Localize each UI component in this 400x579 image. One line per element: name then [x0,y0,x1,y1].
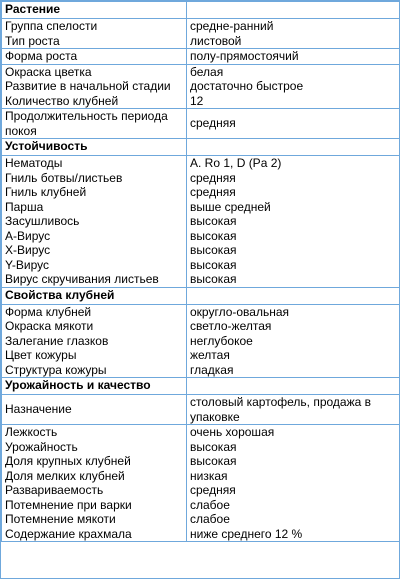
section-header-row [2,378,400,395]
property-label: Y-Вирус [5,257,50,272]
section-header-row [2,2,400,19]
property-group-row [2,156,400,288]
property-labels-cell [2,49,187,65]
property-label: Окраска мякоти [5,319,94,333]
property-label: Урожайность [5,439,78,454]
property-label: Доля мелких клубней [5,468,125,483]
section-header-row [2,139,400,156]
property-value: средняя [190,483,236,497]
property-label: Цвет кожуры [5,348,77,362]
property-value: высокая [190,272,237,286]
property-label: А-Вирус [5,228,51,243]
property-labels-cell [2,64,187,109]
property-label: Тип роста [5,33,60,48]
section-header-empty-cell [187,378,400,395]
property-value: белая [190,64,224,79]
property-label: X-Вирус [5,243,51,257]
property-label: Окраска цветка [5,64,92,79]
property-label: Засушливось [5,214,80,228]
property-values-cell [187,19,400,49]
property-labels-cell [2,156,187,288]
property-value: округло-овальная [190,304,290,319]
property-value: высокая [190,439,237,454]
section-title: Свойства клубней [2,287,187,304]
property-value: гладкая [190,362,234,377]
section-title: Урожайность и качество [2,378,187,395]
property-value: светло-желтая [190,319,272,333]
property-label: Назначение [5,402,72,417]
property-value: столовый картофель, продажа в упаковке [190,395,371,424]
property-value: высокая [190,214,237,228]
property-labels-cell [2,19,187,49]
property-value: средняя [190,185,236,199]
table-body [2,2,400,542]
property-value: листовой [190,33,242,48]
property-label: Структура кожуры [5,362,107,377]
property-group-row [2,49,400,65]
property-group-row [2,19,400,49]
property-label: Гниль ботвы/листьев [5,170,123,185]
property-label: Залегание глазков [5,333,109,348]
property-value: неглубокое [190,333,253,348]
property-value: средняя [190,116,236,131]
property-group-row [2,425,400,542]
property-label: Форма роста [5,49,78,63]
property-labels-cell [2,395,187,425]
characteristics-table [1,1,400,542]
property-value: выше средней [190,199,271,214]
property-value: полу-прямостоячий [190,49,299,63]
property-label: Вирус скручивания листьев [5,272,159,286]
property-value: высокая [190,228,237,243]
property-label: Развариваемость [5,483,104,497]
section-title: Устойчивость [2,139,187,156]
property-value: ниже среднего 12 % [190,526,303,541]
property-value: желтая [190,348,230,362]
property-value: низкая [190,468,228,483]
section-header-empty-cell [187,2,400,19]
property-group-row [2,304,400,378]
property-value: слабое [190,512,230,526]
property-label: Потемнение при варки [5,497,132,512]
property-label: Гниль клубней [5,185,87,199]
property-value: достаточно быстрое [190,79,304,93]
property-label: Потемнение мякоти [5,512,116,526]
property-labels-cell [2,425,187,542]
property-values-cell [187,156,400,288]
property-value: слабое [190,497,230,512]
property-values-cell [187,395,400,425]
section-header-empty-cell [187,287,400,304]
section-header-empty-cell [187,139,400,156]
property-labels-cell [2,109,187,139]
property-label: Количество клубней [5,93,119,108]
property-label: Группа спелости [5,19,98,33]
property-labels-cell [2,304,187,378]
property-label: Форма клубней [5,304,92,319]
property-label: Парша [5,199,44,214]
property-group-row [2,395,400,425]
property-group-row [2,64,400,109]
property-values-cell [187,425,400,542]
property-value: высокая [190,257,237,272]
section-title: Растение [2,2,187,19]
property-label: Лежкость [5,425,58,439]
property-value: высокая [190,243,237,257]
property-label: Продолжительность периода покоя [5,109,168,138]
property-group-row [2,109,400,139]
property-values-cell [187,49,400,65]
property-value: высокая [190,454,237,468]
section-header-row [2,287,400,304]
property-label: Нематоды [5,156,63,170]
property-value: очень хорошая [190,425,275,439]
property-label: Развитие в начальной стадии [5,79,171,93]
property-value: 12 [190,93,204,108]
property-value: средне-ранний [190,19,274,33]
property-values-cell [187,64,400,109]
property-values-cell [187,109,400,139]
property-value: средняя [190,170,236,185]
property-value: A. Ro 1, D (Pa 2) [190,156,282,170]
property-label: Содержание крахмала [5,526,132,541]
property-label: Доля крупных клубней [5,454,131,468]
property-values-cell [187,304,400,378]
